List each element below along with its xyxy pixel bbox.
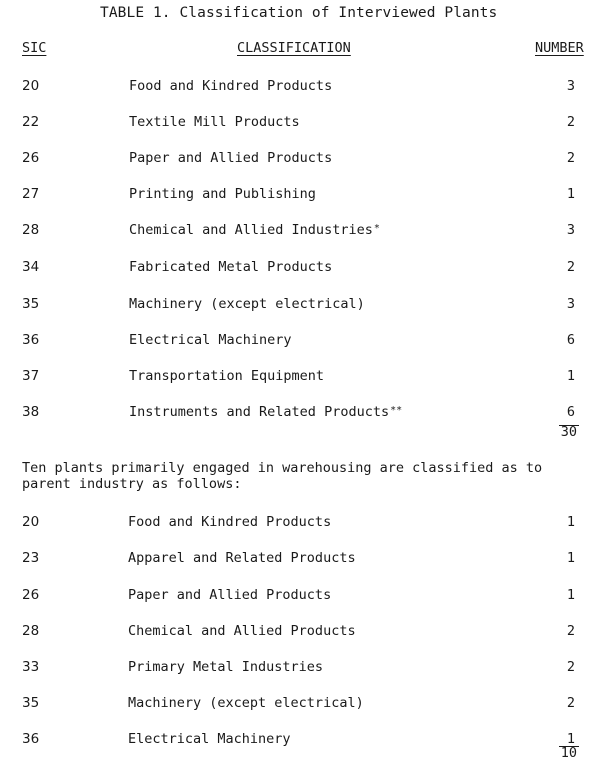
classification-name [129,150,332,166]
plant-count: 2 [566,150,575,166]
sic-code: 20 [22,514,40,530]
table1-row [0,150,597,170]
sic-code: 36 [22,731,40,747]
table1-row [0,404,597,424]
plant-count: 2 [566,259,575,275]
sic-code: 28 [22,222,40,238]
classification-text: Printing and Publishing [129,186,316,202]
sic-code: 36 [22,332,40,348]
sic-code: 35 [22,296,40,312]
sic-code: 20 [22,78,40,94]
classification-name [129,296,365,312]
classification-text: Machinery (except electrical) [129,296,365,312]
table2-row [0,514,597,534]
plant-count: 1 [566,368,575,384]
classification-name: Primary Metal Industries [128,659,324,675]
plant-count: 6 [566,404,575,420]
table1-row [0,78,597,98]
sic-code: 33 [22,659,40,675]
footnote-mark: * [373,223,380,234]
plant-count: 1 [566,514,575,530]
sic-code: 23 [22,550,40,566]
sic-code: 38 [22,404,40,420]
header-sic: SIC [22,40,47,56]
sic-code: 22 [22,114,40,130]
table2-row [0,659,597,679]
plant-count: 1 [566,186,575,202]
table2-row [0,550,597,570]
classification-text: Instruments and Related Products [129,404,390,420]
classification-text: Transportation Equipment [129,368,325,384]
classification-name: Chemical and Allied Products [128,623,356,639]
plant-count: 2 [566,114,575,130]
plant-count: 1 [566,587,575,603]
table1-row [0,259,597,279]
classification-name [129,186,316,202]
plant-count: 3 [566,78,575,94]
classification-text: Electrical Machinery [129,332,292,348]
table2-total: 10 [560,745,577,761]
table1-row [0,186,597,206]
sic-code: 26 [22,587,40,603]
table1-row [0,296,597,316]
classification-text: Fabricated Metal Products [129,259,333,275]
classification-name: Electrical Machinery [128,731,291,747]
plant-count: 6 [566,332,575,348]
table1-row [0,222,597,242]
sic-code: 35 [22,695,40,711]
plant-count: 3 [566,296,575,312]
plant-count: 2 [566,695,575,711]
plant-count: 3 [566,222,575,238]
classification-name: Food and Kindred Products [128,514,332,530]
classification-name [129,222,380,238]
table1-row [0,368,597,388]
classification-name [129,368,324,384]
table1-row [0,114,597,134]
sic-code: 37 [22,368,40,384]
classification-name: Machinery (except electrical) [128,695,364,711]
plant-count: 2 [566,659,575,675]
plant-count: 1 [566,731,575,747]
sic-code: 27 [22,186,40,202]
classification-name: Apparel and Related Products [128,550,356,566]
header-number: NUMBER [535,40,584,56]
header-classification: CLASSIFICATION [237,40,351,56]
sic-code: 28 [22,623,40,639]
classification-text: Paper and Allied Products [129,150,333,166]
sic-code: 34 [22,259,40,275]
classification-name [129,114,300,130]
classification-name [129,404,402,420]
classification-text: Textile Mill Products [129,114,300,130]
table-title: TABLE 1. Classification of Interviewed Plants [100,5,498,21]
table2-row [0,695,597,715]
table2-row [0,623,597,643]
classification-name [129,78,332,94]
classification-name: Paper and Allied Products [128,587,332,603]
sic-code: 26 [22,150,40,166]
classification-name [129,259,332,275]
classification-text: Chemical and Allied Industries [129,222,373,238]
classification-name [129,332,292,348]
table1-total: 30 [560,424,577,440]
classification-text: Food and Kindred Products [129,78,333,94]
table1-row [0,332,597,352]
table2-row [0,587,597,607]
plant-count: 2 [566,623,575,639]
plant-count: 1 [566,550,575,566]
table2-row [0,731,597,751]
warehousing-note: Ten plants primarily engaged in warehousing are classified as to parent industry as follows: [22,460,543,492]
footnote-mark: ** [390,405,403,416]
